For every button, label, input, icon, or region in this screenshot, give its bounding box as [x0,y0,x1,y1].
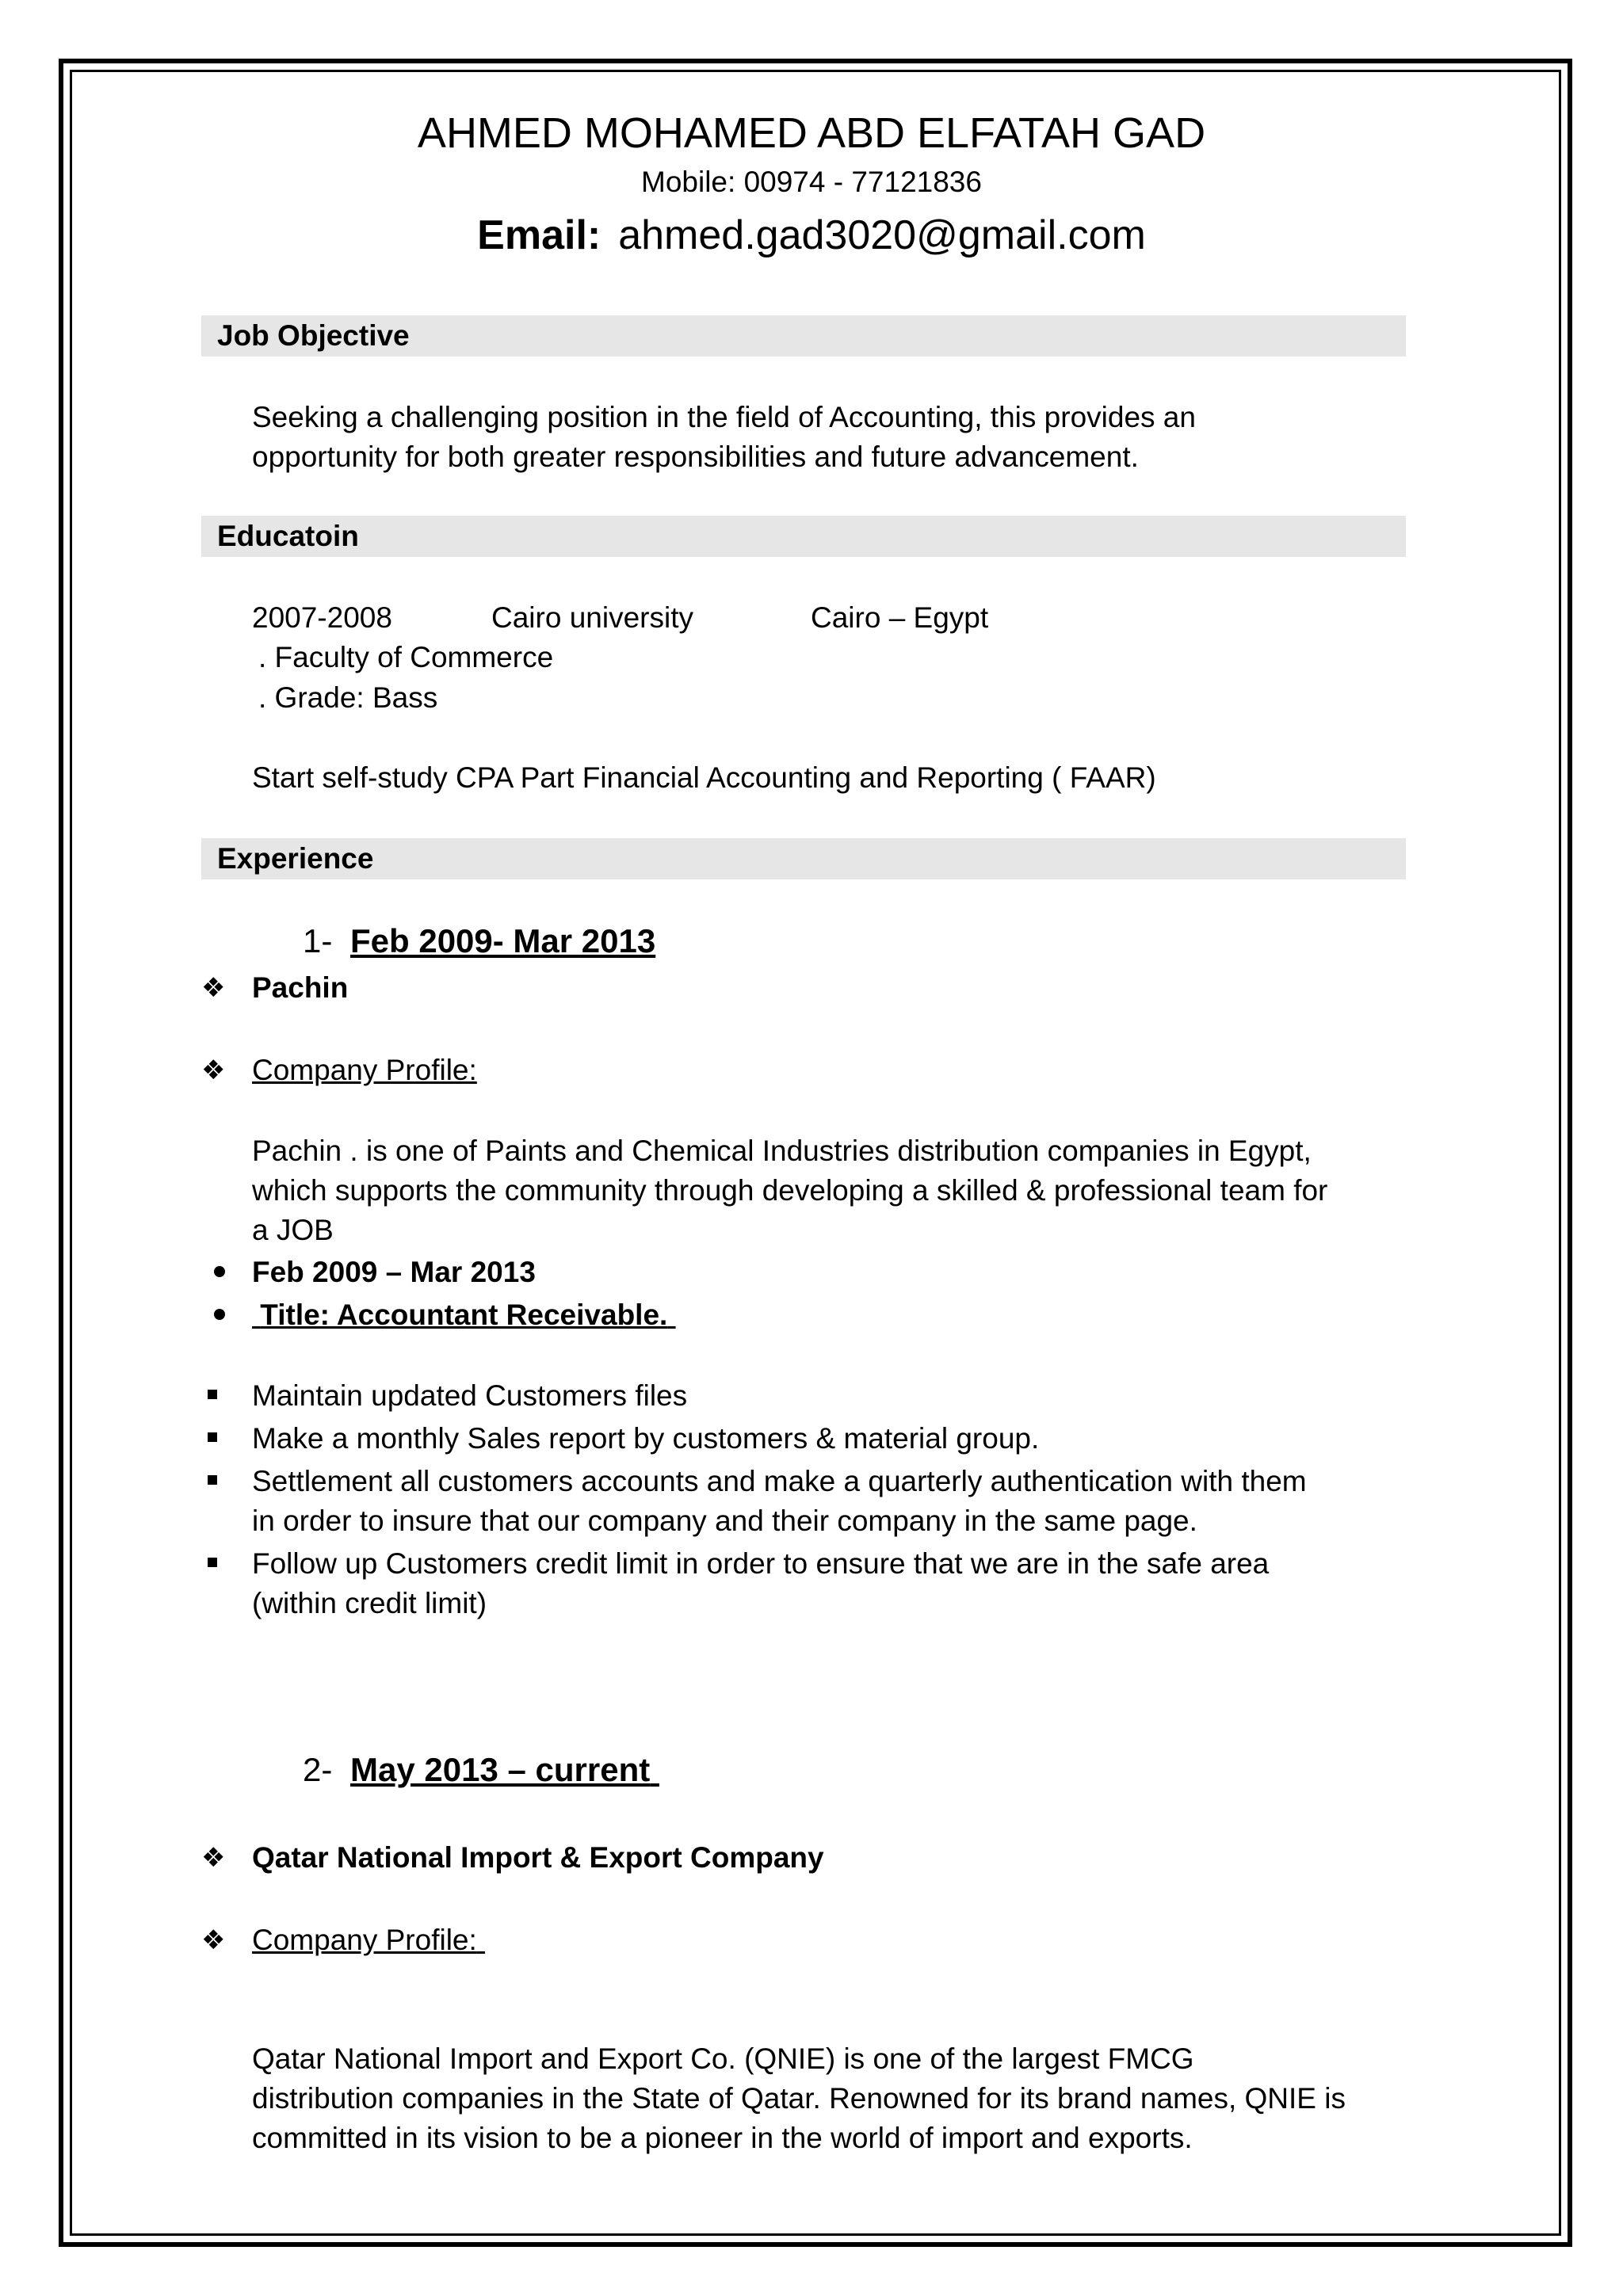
job1-company: Pachin [252,971,349,1004]
square-bullet-icon [208,1390,217,1399]
job2-profile-label: Company Profile: [252,1924,477,1956]
job1-profile-line-1: Pachin . is one of Paints and Chemical Industries distribution companies in Egypt, [252,1135,1312,1167]
job1-duty-4: Follow up Customers credit limit in order to ensure that we are in the safe area [252,1547,1270,1580]
job1-dates: Feb 2009 – Mar 2013 [252,1256,536,1288]
candidate-name: AHMED MOHAMED ABD ELFATAH GAD [417,109,1206,157]
section-education: Educatoin [201,516,1406,557]
education-cpa: Start self-study CPA Part Financial Accounting and Reporting ( FAAR) [252,761,1156,794]
job1-profile-line-2: which supports the community through developing a skilled & professional team for [252,1174,1328,1207]
square-bullet-icon [208,1558,217,1567]
job1-duty-3: Settlement all customers accounts and make a quarterly authentication with them [252,1465,1307,1497]
diamond-bullet-icon: ❖ [201,1925,226,1955]
education-year: 2007-2008 [252,601,392,634]
square-bullet-icon [208,1432,217,1442]
job2-period: May 2013 – current [350,1751,651,1788]
education-faculty: . Faculty of Commerce [258,641,554,673]
job1-period: Feb 2009- Mar 2013 [350,922,656,959]
objective-line-2: opportunity for both greater responsibilities and future advancement. [252,441,1139,473]
email-label: Email: [477,212,601,258]
education-grade: . Grade: Bass [258,681,438,714]
mobile-number: Mobile: 00974 - 77121836 [641,166,982,198]
job2-company: Qatar National Import & Export Company [252,1841,824,1874]
email-value: ahmed.gad3020@gmail.com [618,212,1146,258]
square-bullet-icon [208,1475,217,1485]
job1-title: Title: Accountant Receivable. [260,1299,668,1331]
education-university: Cairo university [491,601,693,634]
objective-line-1: Seeking a challenging position in the field of Accounting, this provides an [252,401,1196,433]
diamond-bullet-icon: ❖ [201,973,226,1003]
bullet-dot-icon [214,1309,225,1320]
job2-profile-line-2: distribution companies in the State of Qatar. Renowned for its brand names, QNIE is [252,2082,1346,2115]
section-experience: Experience [201,838,1406,879]
job1-number: 1- [303,922,333,959]
job2-number: 2- [303,1751,333,1788]
diamond-bullet-icon: ❖ [201,1055,226,1085]
education-location: Cairo – Egypt [811,601,989,634]
job1-duty-1: Maintain updated Customers files [252,1379,688,1412]
job2-profile-line-1: Qatar National Import and Export Co. (QNIE) is one of the largest FMCG [252,2042,1194,2075]
job1-duty-4-cont: (within credit limit) [252,1587,487,1619]
section-job-objective: Job Objective [201,315,1406,357]
diamond-bullet-icon: ❖ [201,1843,226,1873]
job1-profile-line-3: a JOB [252,1214,334,1246]
job2-profile-line-3: committed in its vision to be a pioneer in the world of import and exports. [252,2122,1193,2154]
job1-duty-2: Make a monthly Sales report by customers & material group. [252,1422,1040,1455]
job1-duty-3-cont: in order to insure that our company and their company in the same page. [252,1505,1197,1537]
bullet-dot-icon [214,1266,225,1277]
email-line [0,209,1623,261]
job1-profile-label: Company Profile: [252,1054,477,1086]
